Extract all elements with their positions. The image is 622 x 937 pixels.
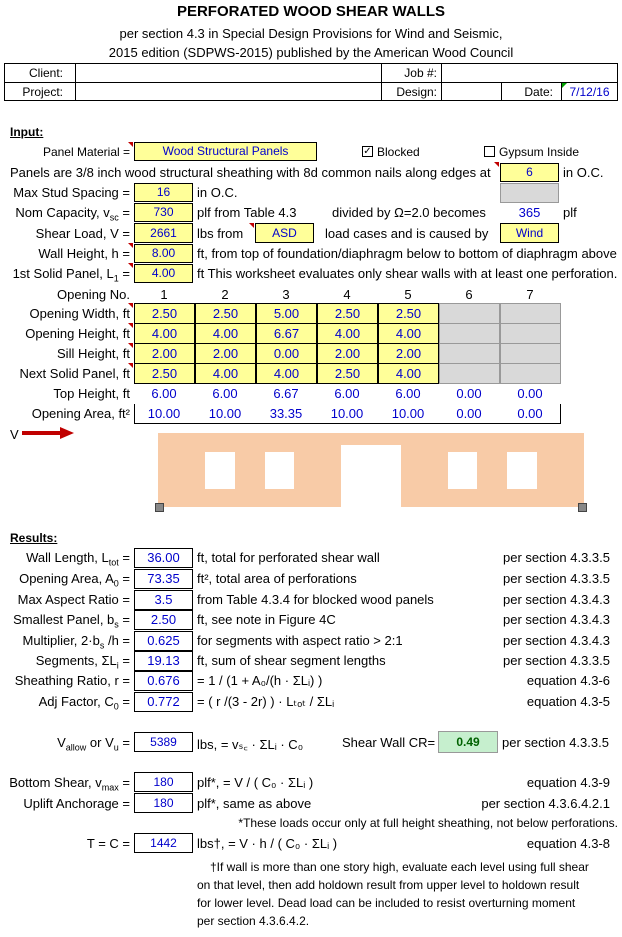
comment-marker bbox=[562, 83, 567, 88]
opening-input-cell[interactable]: 2.00 bbox=[317, 343, 378, 364]
opening-input-cell[interactable]: 4.00 bbox=[378, 323, 439, 344]
result-desc: ft², total area of perforations bbox=[197, 571, 357, 586]
nail-spacing-input[interactable]: 6 bbox=[500, 163, 559, 182]
wall-height-input[interactable]: 8.00 bbox=[134, 244, 193, 263]
max-stud-unit: in O.C. bbox=[197, 185, 238, 200]
result-value: 2.50 bbox=[134, 610, 193, 630]
design-label: Design: bbox=[396, 85, 437, 99]
input-heading: Input: bbox=[10, 125, 44, 139]
uplift-label: Uplift Anchorage = bbox=[23, 796, 130, 811]
page-title: PERFORATED WOOD SHEAR WALLS bbox=[176, 3, 446, 20]
shear-load-text: lbs from bbox=[197, 226, 244, 241]
wall-opening bbox=[341, 445, 400, 507]
header-fields bbox=[4, 63, 618, 101]
top-height-value: 6.00 bbox=[151, 386, 177, 401]
result-label: Opening Area, $A_0$ = bbox=[19, 571, 130, 589]
first-panel-label: 1st Solid Panel, $L_1$ = bbox=[12, 266, 130, 284]
allowable-capacity-unit: plf bbox=[563, 205, 577, 220]
result-label: Smallest Panel, $b_s$ = bbox=[13, 612, 130, 630]
opening-area-value: 10.00 bbox=[330, 406, 364, 421]
note-multistory-2: on that level, then add holdown result from upper level to holdown result bbox=[197, 878, 580, 892]
result-ref: equation 4.3-6 bbox=[526, 673, 610, 688]
result-desc: ft, sum of shear segment lengths bbox=[197, 653, 386, 668]
gypsum-checkbox[interactable] bbox=[484, 146, 495, 157]
bottom-shear-value: 180 bbox=[134, 772, 193, 792]
client-label: Client: bbox=[28, 66, 63, 80]
top-height-value: 6.67 bbox=[273, 386, 299, 401]
comment-marker bbox=[249, 223, 254, 228]
blocked-label: Blocked bbox=[377, 145, 420, 159]
bottom-shear-ref: equation 4.3-9 bbox=[526, 775, 610, 790]
panels-text: Panels are 3/8 inch wood structural sheathing with 8d common nails along edges at bbox=[10, 165, 491, 180]
first-panel-text: ft This worksheet evaluates only shear walls with at least one perforation. bbox=[197, 266, 618, 281]
result-ref: per section 4.3.4.3 bbox=[503, 612, 610, 627]
panel-material-label: Panel Material = bbox=[42, 145, 130, 159]
opening-number: 5 bbox=[404, 287, 412, 302]
blocked-checkbox[interactable]: ✓ bbox=[363, 146, 372, 157]
tc-desc: lbs†, = V · h / ( C₀ · ΣLᵢ ) bbox=[197, 836, 338, 851]
unused-cell bbox=[500, 303, 561, 324]
opening-no-label: Opening No. bbox=[57, 287, 130, 302]
top-height-value: 0.00 bbox=[456, 386, 482, 401]
max-stud-input[interactable]: 16 bbox=[134, 183, 193, 202]
load-method-select[interactable]: ASD bbox=[255, 223, 314, 243]
opening-area-label: Opening Area, ft² bbox=[31, 406, 130, 421]
result-value: 0.772 bbox=[134, 692, 193, 712]
opening-input-cell[interactable]: 4.00 bbox=[134, 323, 195, 344]
comment-marker bbox=[128, 303, 133, 308]
unused-cell bbox=[500, 183, 559, 203]
page-subtitle-1: per section 4.3 in Special Design Provisions for Wind and Seismic, bbox=[119, 26, 503, 41]
uplift-desc: plf*, same as above bbox=[197, 796, 312, 811]
nom-capacity-label: Nom Capacity, $v_{sc}$ = bbox=[15, 205, 130, 223]
shear-load-label: Shear Load, V = bbox=[35, 226, 130, 241]
wall-opening bbox=[265, 452, 295, 489]
first-panel-input[interactable]: 4.00 bbox=[134, 264, 193, 283]
vallow-value: 5389 bbox=[134, 732, 193, 752]
unused-cell bbox=[439, 363, 500, 384]
result-value: 73.35 bbox=[134, 569, 193, 589]
panel-material-select[interactable]: Wood Structural Panels bbox=[134, 142, 317, 161]
divided-text: divided by Ω=2.0 becomes bbox=[332, 205, 486, 220]
wall-opening bbox=[448, 452, 478, 489]
load-cause-select[interactable]: Wind bbox=[500, 223, 559, 243]
vallow-label: $V_{allow}$ or $V_u$ = bbox=[57, 735, 130, 753]
comment-marker bbox=[494, 162, 499, 167]
note-multistory-3: for lower level. Dead load can be included to resist overturning moment bbox=[197, 896, 576, 910]
opening-area-value: 0.00 bbox=[456, 406, 482, 421]
top-height-value: 0.00 bbox=[517, 386, 543, 401]
result-desc: from Table 4.3.4 for blocked wood panels bbox=[197, 592, 434, 607]
opening-input-cell[interactable]: 4.00 bbox=[195, 323, 256, 344]
opening-row-label: Sill Height, ft bbox=[57, 346, 130, 361]
opening-row-label: Opening Height, ft bbox=[25, 326, 130, 341]
wall-height-label: Wall Height, h = bbox=[38, 246, 130, 261]
shear-load-text2: load cases and is caused by bbox=[325, 226, 489, 241]
note-multistory-1: †If wall is more than one story high, evaluate each level using full shear bbox=[210, 860, 589, 874]
result-value: 0.625 bbox=[134, 631, 193, 651]
top-height-value: 6.00 bbox=[334, 386, 360, 401]
top-height-value: 6.00 bbox=[395, 386, 421, 401]
result-value: 36.00 bbox=[134, 548, 193, 568]
result-ref: per section 4.3.4.3 bbox=[503, 633, 610, 648]
unused-cell bbox=[500, 363, 561, 384]
opening-input-cell[interactable]: 4.00 bbox=[195, 363, 256, 384]
opening-area-value: 10.00 bbox=[147, 406, 181, 421]
result-desc: = ( r /(3 - 2r) ) · Lₜₒₜ / ΣLᵢ bbox=[197, 694, 335, 709]
opening-row-label: Next Solid Panel, ft bbox=[19, 366, 130, 381]
note-loads: *These loads occur only at full height sheathing, not below perforations. bbox=[238, 816, 618, 830]
opening-area-value: 0.00 bbox=[517, 406, 543, 421]
opening-number: 4 bbox=[343, 287, 351, 302]
unused-cell bbox=[500, 323, 561, 344]
project-label: Project: bbox=[22, 85, 63, 99]
opening-number: 6 bbox=[465, 287, 473, 302]
gypsum-label: Gypsum Inside bbox=[499, 145, 580, 159]
comment-marker bbox=[128, 363, 133, 368]
wall-diagram bbox=[158, 433, 584, 507]
top-height-value: 6.00 bbox=[212, 386, 238, 401]
vallow-desc: lbs, = vₛ꜀ · ΣLᵢ · C₀ bbox=[197, 737, 304, 752]
opening-input-cell[interactable]: 2.50 bbox=[134, 303, 195, 324]
result-label: Adj Factor, $C_0$ = bbox=[38, 694, 130, 712]
opening-area-value: 10.00 bbox=[391, 406, 425, 421]
job-label: Job #: bbox=[404, 66, 437, 80]
opening-input-cell[interactable]: 2.50 bbox=[195, 303, 256, 324]
opening-input-cell[interactable]: 2.50 bbox=[378, 303, 439, 324]
uplift-value: 180 bbox=[134, 793, 193, 813]
date-label: Date: bbox=[524, 85, 553, 99]
wall-height-text: ft, from top of foundation/diaphragm below to bottom of diaphragm above bbox=[197, 246, 617, 261]
support-right bbox=[578, 503, 587, 512]
comment-marker bbox=[128, 142, 133, 147]
tc-ref: equation 4.3-8 bbox=[526, 836, 610, 851]
nom-capacity-text: plf from Table 4.3 bbox=[197, 205, 297, 220]
uplift-ref: per section 4.3.6.4.2.1 bbox=[481, 796, 610, 811]
opening-input-cell[interactable]: 4.00 bbox=[317, 323, 378, 344]
result-desc: ft, see note in Figure 4C bbox=[197, 612, 336, 627]
opening-input-cell[interactable]: 2.50 bbox=[317, 363, 378, 384]
opening-number: 1 bbox=[160, 287, 168, 302]
opening-input-cell[interactable]: 2.50 bbox=[134, 363, 195, 384]
unused-cell bbox=[439, 343, 500, 364]
opening-row-label: Opening Width, ft bbox=[29, 306, 130, 321]
page-subtitle-2: 2015 edition (SDPWS-2015) published by the American Wood Council bbox=[108, 45, 514, 60]
opening-input-cell[interactable]: 2.50 bbox=[317, 303, 378, 324]
opening-area-value: 10.00 bbox=[208, 406, 242, 421]
allowable-capacity-value: 365 bbox=[518, 205, 541, 220]
result-ref: per section 4.3.3.5 bbox=[503, 550, 610, 565]
opening-input-cell[interactable]: 5.00 bbox=[256, 303, 317, 324]
comment-marker bbox=[128, 343, 133, 348]
unused-cell bbox=[500, 343, 561, 364]
unused-cell bbox=[439, 303, 500, 324]
comment-marker bbox=[128, 323, 133, 328]
result-ref: equation 4.3-5 bbox=[526, 694, 610, 709]
opening-area-value: 33.35 bbox=[269, 406, 303, 421]
cr-value: 0.49 bbox=[438, 731, 498, 753]
result-label: Multiplier, $2\cdot b_s$ /h = bbox=[22, 633, 130, 651]
cr-label: Shear Wall CR= bbox=[342, 735, 436, 750]
result-label: Max Aspect Ratio = bbox=[17, 592, 130, 607]
tc-label: T = C = bbox=[86, 836, 130, 851]
result-value: 3.5 bbox=[134, 590, 193, 610]
opening-number: 7 bbox=[526, 287, 534, 302]
opening-input-cell[interactable]: 4.00 bbox=[256, 363, 317, 384]
result-value: 0.676 bbox=[134, 671, 193, 691]
opening-number: 2 bbox=[221, 287, 229, 302]
shear-arrow-label: V bbox=[10, 427, 19, 442]
result-desc: for segments with aspect ratio > 2:1 bbox=[197, 633, 403, 648]
results-heading: Results: bbox=[10, 531, 58, 545]
bottom-shear-label: Bottom Shear, $v_{max}$ = bbox=[9, 775, 130, 793]
opening-input-cell[interactable]: 2.00 bbox=[195, 343, 256, 364]
wall-opening bbox=[205, 452, 235, 489]
wall-opening bbox=[507, 452, 537, 489]
result-label: Segments, $\Sigma L_i$ = bbox=[35, 653, 130, 671]
result-desc: ft, total for perforated shear wall bbox=[197, 550, 380, 565]
nail-spacing-unit: in O.C. bbox=[563, 165, 604, 180]
opening-input-cell[interactable]: 2.00 bbox=[378, 343, 439, 364]
shear-arrow-icon bbox=[22, 427, 74, 439]
support-left bbox=[155, 503, 164, 512]
result-label: Wall Length, $L_{tot}$ = bbox=[26, 550, 130, 568]
shear-load-input[interactable]: 2661 bbox=[134, 223, 193, 243]
nom-capacity-input[interactable]: 730 bbox=[134, 203, 193, 222]
opening-input-cell[interactable]: 4.00 bbox=[378, 363, 439, 384]
result-ref: per section 4.3.3.5 bbox=[503, 571, 610, 586]
comment-marker bbox=[128, 243, 133, 248]
max-stud-label: Max Stud Spacing = bbox=[13, 185, 130, 200]
note-multistory-4: per section 4.3.6.4.2. bbox=[197, 914, 310, 928]
top-height-label: Top Height, ft bbox=[53, 386, 130, 401]
grid-border bbox=[134, 404, 561, 424]
opening-number: 3 bbox=[282, 287, 290, 302]
opening-input-cell[interactable]: 0.00 bbox=[256, 343, 317, 364]
unused-cell bbox=[439, 323, 500, 344]
opening-input-cell[interactable]: 6.67 bbox=[256, 323, 317, 344]
bottom-shear-desc: plf*, = V / ( C₀ · ΣLᵢ ) bbox=[197, 775, 314, 790]
tc-value: 1442 bbox=[134, 833, 193, 853]
result-ref: per section 4.3.3.5 bbox=[503, 653, 610, 668]
vallow-ref: per section 4.3.3.5 bbox=[502, 735, 609, 750]
result-label: Sheathing Ratio, r = bbox=[14, 673, 130, 688]
opening-input-cell[interactable]: 2.00 bbox=[134, 343, 195, 364]
date-field[interactable]: 7/12/16 bbox=[569, 85, 610, 99]
comment-marker bbox=[128, 263, 133, 268]
result-ref: per section 4.3.4.3 bbox=[503, 592, 610, 607]
result-value: 19.13 bbox=[134, 651, 193, 671]
result-desc: = 1 / (1 + A₀/(h · ΣLᵢ) ) bbox=[197, 673, 323, 688]
